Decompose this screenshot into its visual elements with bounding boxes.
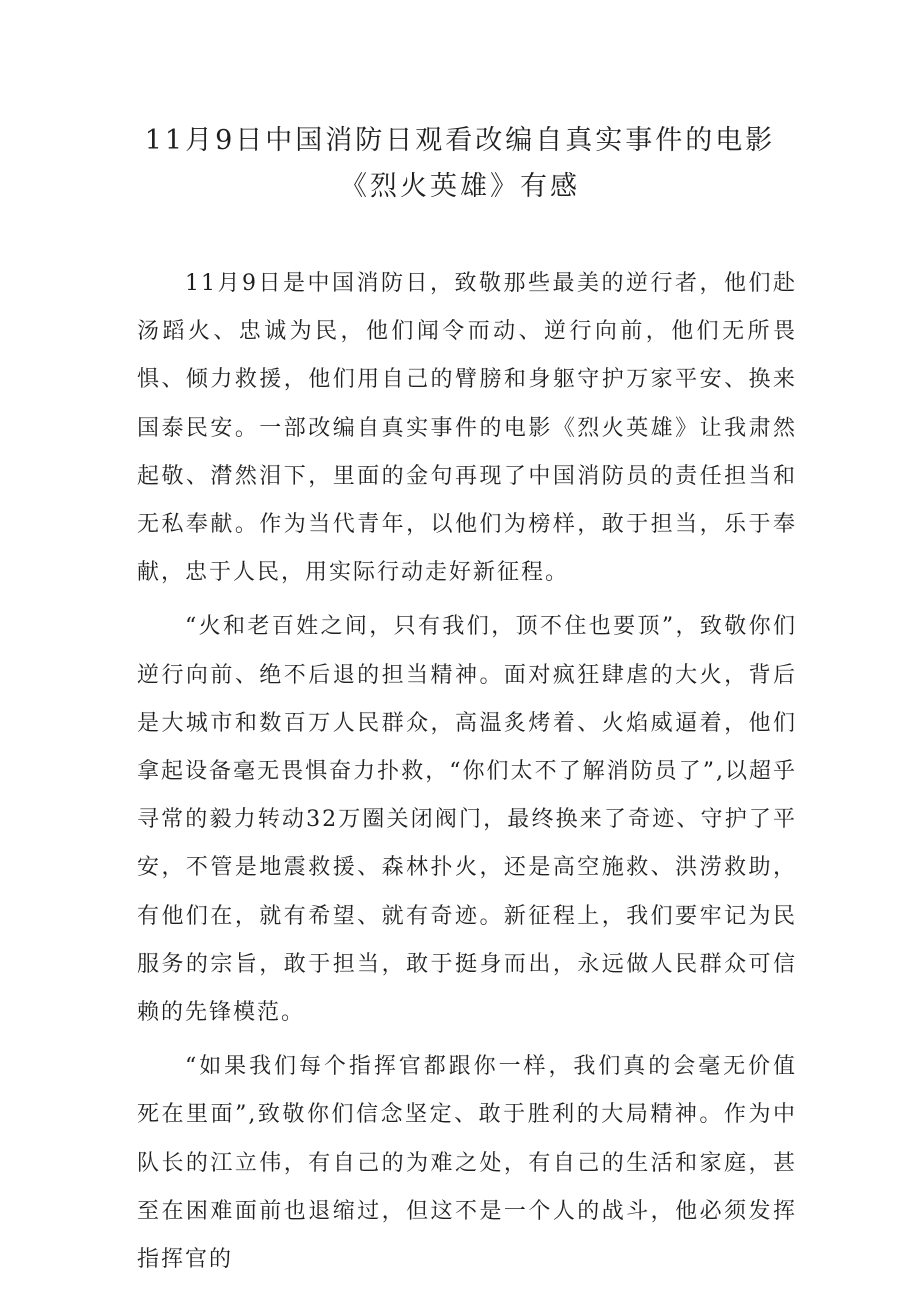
paragraph-1: 11月9日是中国消防日，致敬那些最美的逆行者，他们赴汤蹈火、忠诚为民，他们闻令而动、逆行向前，他们无所畏惧、倾力救援，他们用自己的臂膀和身躯守护万家平安、换来国泰民安。一部改编自真实事件的电影《烈火英雄》让我肃然起敬、潸然泪下，里面的金句再现了中国消防员的责任担当和无私奉献。作为当代青年，以他们为榜样，敢于担当，乐于奉献，忠于人民，用实际行动走好新征程。 (137, 271, 797, 586)
document-body (137, 260, 797, 1290)
paragraph-2: “火和老百姓之间，只有我们，顶不住也要顶”，致敬你们逆行向前、绝不后退的担当精神。面对疯狂肆虐的大火，背后是大城市和数百万人民群众，高温炙烤着、火焰威逼着，他们拿起设备毫无畏惧奋力扑救，“你们太不了解消防员了”,以超乎寻常的毅力转动32万圈关闭阀门，最终换来了奇迹、守护了平安，不管是地震救援、森林扑火，还是高空施救、洪涝救助，有他们在，就有希望、就有奇迹。新征程上，我们要牢记为民服务的宗旨，敢于担当，敢于挺身而出，永远做人民群众可信赖的先锋模范。 (137, 614, 797, 1026)
document-title: 11月9日中国消防日观看改编自真实事件的电影《烈火英雄》有感 (144, 125, 776, 202)
paragraph-3: “如果我们每个指挥官都跟你一样，我们真的会毫无价值死在里面”,致敬你们信念坚定、敢于胜利的大局精神。作为中队长的江立伟，有自己的为难之处，有自己的生活和家庭，甚至在困难面前也退缩过，但这不是一个人的战斗，他必须发挥指挥官的 (137, 1054, 797, 1273)
